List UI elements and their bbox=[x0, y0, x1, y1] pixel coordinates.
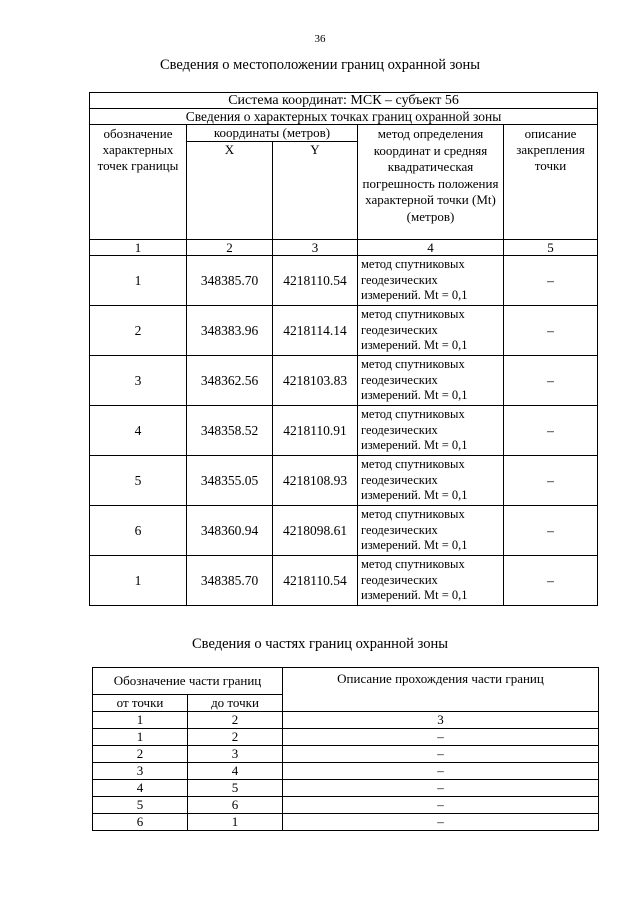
section-title-parts: Сведения о частях границ охранной зоны bbox=[192, 636, 448, 652]
from-point: 1 bbox=[93, 729, 188, 746]
y-coordinate: 4218108.93 bbox=[273, 456, 358, 506]
points-title-header: Сведения о характерных точках границ охранной зоны bbox=[90, 109, 598, 125]
y-header: Y bbox=[273, 142, 358, 240]
part-description: – bbox=[283, 797, 599, 814]
to-point: 6 bbox=[188, 797, 283, 814]
fixing-cell: – bbox=[504, 356, 598, 406]
method-cell: метод спутниковых геодезических измерений. Mt = 0,1 bbox=[358, 456, 504, 506]
x-header: X bbox=[187, 142, 273, 240]
table-row bbox=[90, 306, 598, 356]
table-row bbox=[93, 797, 599, 814]
table-row bbox=[93, 763, 599, 780]
fixing-cell: – bbox=[504, 406, 598, 456]
section-title-location: Сведения о местоположении границ охранной зоны bbox=[159, 57, 480, 73]
point-number: 1 bbox=[90, 256, 187, 306]
point-number: 1 bbox=[90, 556, 187, 606]
x-coordinate: 348385.70 bbox=[187, 256, 273, 306]
from-point: 3 bbox=[93, 763, 188, 780]
point-number: 2 bbox=[90, 306, 187, 356]
part-description: – bbox=[283, 746, 599, 763]
fixing-header: описание закрепления точки bbox=[504, 125, 598, 240]
page-number: 36 bbox=[314, 33, 326, 45]
from-point: 6 bbox=[93, 814, 188, 831]
x-coordinate: 348385.70 bbox=[187, 556, 273, 606]
x-coordinate: 348355.05 bbox=[187, 456, 273, 506]
table-row bbox=[90, 556, 598, 606]
y-coordinate: 4218114.14 bbox=[273, 306, 358, 356]
column-number: 4 bbox=[358, 240, 504, 256]
column-number: 2 bbox=[188, 712, 283, 729]
from-point: 4 bbox=[93, 780, 188, 797]
method-cell: метод спутниковых геодезических измерений. Mt = 0,1 bbox=[358, 256, 504, 306]
table-row bbox=[93, 814, 599, 831]
table-row bbox=[93, 746, 599, 763]
fixing-cell: – bbox=[504, 556, 598, 606]
x-coordinate: 348383.96 bbox=[187, 306, 273, 356]
table-row bbox=[90, 256, 598, 306]
column-number: 3 bbox=[283, 712, 599, 729]
y-coordinate: 4218098.61 bbox=[273, 506, 358, 556]
from-point: 2 bbox=[93, 746, 188, 763]
from-point: 5 bbox=[93, 797, 188, 814]
method-cell: метод спутниковых геодезических измерений. Mt = 0,1 bbox=[358, 406, 504, 456]
table-row bbox=[90, 506, 598, 556]
x-coordinate: 348358.52 bbox=[187, 406, 273, 456]
part-description: – bbox=[283, 814, 599, 831]
point-number: 4 bbox=[90, 406, 187, 456]
part-description: – bbox=[283, 763, 599, 780]
parts-designation-header: Обозначение части границ bbox=[93, 668, 283, 695]
designation-header: обозначение характерных точек границы bbox=[90, 125, 187, 240]
coordinates-header: координаты (метров) bbox=[187, 125, 358, 142]
boundary-parts-table bbox=[92, 667, 599, 831]
from-point-header: от точки bbox=[93, 695, 188, 712]
coord-system-header: Система координат: МСК – субъект 56 bbox=[90, 93, 598, 109]
table-row bbox=[90, 356, 598, 406]
point-number: 6 bbox=[90, 506, 187, 556]
part-description: – bbox=[283, 729, 599, 746]
y-coordinate: 4218103.83 bbox=[273, 356, 358, 406]
to-point-header: до точки bbox=[188, 695, 283, 712]
y-coordinate: 4218110.54 bbox=[273, 256, 358, 306]
part-description: – bbox=[283, 780, 599, 797]
table-row bbox=[93, 780, 599, 797]
x-coordinate: 348362.56 bbox=[187, 356, 273, 406]
table-row bbox=[93, 729, 599, 746]
boundary-points-table bbox=[89, 92, 598, 606]
table-row bbox=[90, 456, 598, 506]
description-header: Описание прохождения части границ bbox=[283, 668, 599, 712]
fixing-cell: – bbox=[504, 456, 598, 506]
column-number: 5 bbox=[504, 240, 598, 256]
to-point: 3 bbox=[188, 746, 283, 763]
fixing-cell: – bbox=[504, 306, 598, 356]
to-point: 4 bbox=[188, 763, 283, 780]
table-row bbox=[90, 406, 598, 456]
method-cell: метод спутниковых геодезических измерений. Mt = 0,1 bbox=[358, 306, 504, 356]
column-number: 1 bbox=[93, 712, 188, 729]
method-cell: метод спутниковых геодезических измерений. Mt = 0,1 bbox=[358, 506, 504, 556]
to-point: 1 bbox=[188, 814, 283, 831]
method-cell: метод спутниковых геодезических измерений. Mt = 0,1 bbox=[358, 556, 504, 606]
point-number: 3 bbox=[90, 356, 187, 406]
method-header: метод определения координат и средняя квадратическая погрешность положения характерной точки (Mt) (метров) bbox=[358, 125, 504, 240]
x-coordinate: 348360.94 bbox=[187, 506, 273, 556]
to-point: 5 bbox=[188, 780, 283, 797]
fixing-cell: – bbox=[504, 256, 598, 306]
fixing-cell: – bbox=[504, 506, 598, 556]
y-coordinate: 4218110.54 bbox=[273, 556, 358, 606]
column-number: 1 bbox=[90, 240, 187, 256]
column-number: 3 bbox=[273, 240, 358, 256]
to-point: 2 bbox=[188, 729, 283, 746]
method-cell: метод спутниковых геодезических измерений. Mt = 0,1 bbox=[358, 356, 504, 406]
y-coordinate: 4218110.91 bbox=[273, 406, 358, 456]
point-number: 5 bbox=[90, 456, 187, 506]
column-number: 2 bbox=[187, 240, 273, 256]
